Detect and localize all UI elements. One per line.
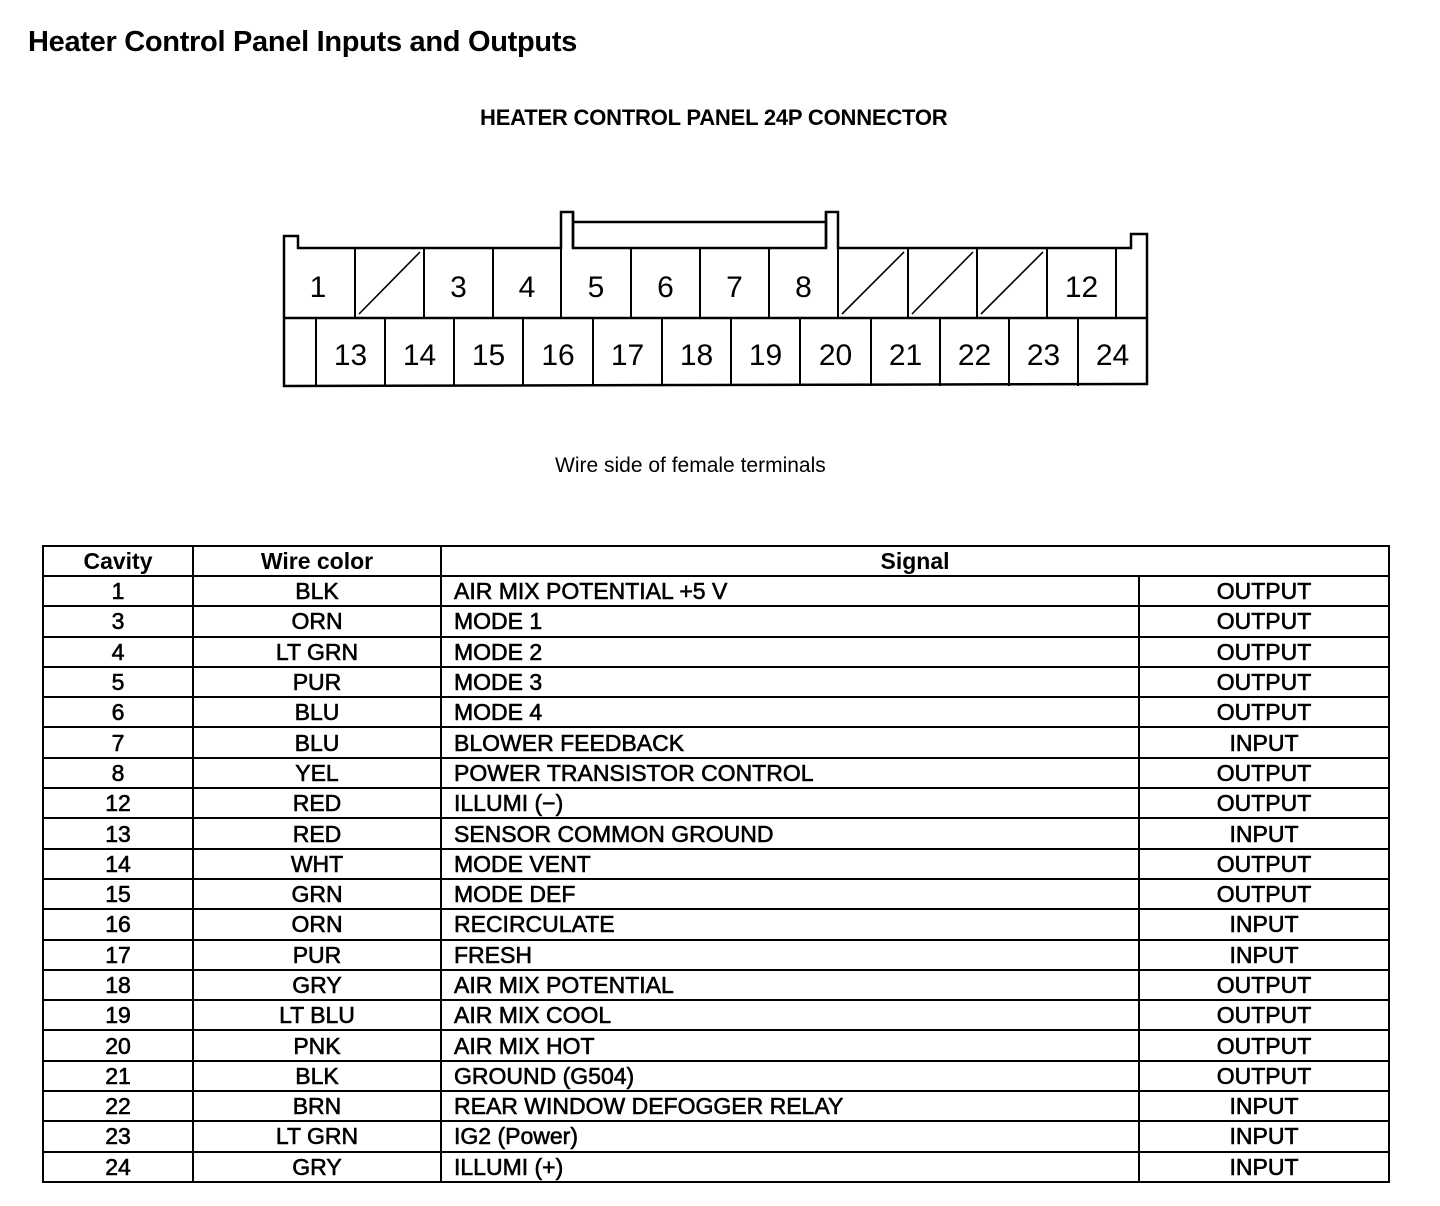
signal-cell: AIR MIX POTENTIAL — [441, 970, 1139, 1000]
cavity-cell: 5 — [43, 667, 193, 697]
table-row — [43, 879, 1389, 909]
signal-cell: BLOWER FEEDBACK — [441, 727, 1139, 757]
signal-cell: ILLUMI (+) — [441, 1152, 1139, 1182]
header-wire-color: Wire color — [193, 546, 441, 576]
wire-color-cell: BLU — [193, 727, 441, 757]
table-row — [43, 667, 1389, 697]
header-signal: Signal — [441, 546, 1389, 576]
signal-cell: GROUND (G504) — [441, 1061, 1139, 1091]
table-row — [43, 1061, 1389, 1091]
direction-cell: INPUT — [1139, 818, 1389, 848]
cavity-cell: 12 — [43, 788, 193, 818]
cavity-cell: 24 — [43, 1152, 193, 1182]
cavity-label: 8 — [795, 271, 812, 304]
cavity-cell: 23 — [43, 1121, 193, 1151]
cavity-label: 23 — [1026, 339, 1061, 372]
cavity-label: 4 — [518, 271, 536, 304]
cavity-cell: 8 — [43, 758, 193, 788]
table-row — [43, 1091, 1389, 1121]
signal-cell: ILLUMI (−) — [441, 788, 1139, 818]
cavity-cell: 18 — [43, 970, 193, 1000]
signal-cell: SENSOR COMMON GROUND — [441, 818, 1139, 848]
table-row — [43, 758, 1389, 788]
signal-cell: AIR MIX POTENTIAL +5 V — [441, 576, 1139, 606]
cavity-label: 12 — [1064, 271, 1099, 304]
signal-cell: AIR MIX COOL — [441, 1000, 1139, 1030]
wire-color-cell: ORN — [193, 606, 441, 636]
table-row — [43, 576, 1389, 606]
wire-color-cell: GRY — [193, 1152, 441, 1182]
signal-cell: REAR WINDOW DEFOGGER RELAY — [441, 1091, 1139, 1121]
wire-color-cell: PUR — [193, 667, 441, 697]
wire-color-cell: LT BLU — [193, 1000, 441, 1030]
table-row — [43, 1030, 1389, 1060]
wire-color-cell: BLK — [193, 1061, 441, 1091]
cavity-label: 13 — [333, 339, 368, 372]
cavity-label: 7 — [726, 271, 743, 304]
signal-cell: IG2 (Power) — [441, 1121, 1139, 1151]
direction-cell: INPUT — [1139, 940, 1389, 970]
table-row — [43, 637, 1389, 667]
signal-cell: MODE 4 — [441, 697, 1139, 727]
wire-color-cell: ORN — [193, 909, 441, 939]
signal-cell: MODE 3 — [441, 667, 1139, 697]
cavity-label: 22 — [957, 339, 992, 372]
page-title: Heater Control Panel Inputs and Outputs — [28, 26, 578, 58]
cavity-cell: 16 — [43, 909, 193, 939]
table-row — [43, 1000, 1389, 1030]
blank-cavity-mark — [981, 252, 1043, 314]
cavity-label: 16 — [541, 339, 575, 372]
cavity-cell: 6 — [43, 697, 193, 727]
direction-cell: INPUT — [1139, 1121, 1389, 1151]
wire-color-cell: WHT — [193, 849, 441, 879]
table-row — [43, 606, 1389, 636]
cavity-label: 20 — [818, 339, 853, 372]
wire-color-cell: RED — [193, 788, 441, 818]
cavity-label: 14 — [402, 339, 437, 372]
direction-cell: INPUT — [1139, 727, 1389, 757]
direction-cell: OUTPUT — [1139, 606, 1389, 636]
cavity-label: 21 — [888, 339, 923, 372]
signal-cell: POWER TRANSISTOR CONTROL — [441, 758, 1139, 788]
wire-color-cell: YEL — [193, 758, 441, 788]
wire-color-cell: GRY — [193, 970, 441, 1000]
wire-color-cell: BRN — [193, 1091, 441, 1121]
pin-assignment-table — [42, 545, 1390, 1183]
blank-cavity-mark — [912, 252, 973, 314]
signal-cell: MODE 1 — [441, 606, 1139, 636]
cavity-label: 24 — [1095, 339, 1130, 372]
table-row — [43, 909, 1389, 939]
wire-color-cell: LT GRN — [193, 1121, 441, 1151]
signal-cell: MODE 2 — [441, 637, 1139, 667]
cavity-cell: 7 — [43, 727, 193, 757]
cavity-label: 5 — [587, 271, 605, 304]
signal-cell: RECIRCULATE — [441, 909, 1139, 939]
direction-cell: OUTPUT — [1139, 1030, 1389, 1060]
wire-color-cell: RED — [193, 818, 441, 848]
table-row — [43, 849, 1389, 879]
direction-cell: OUTPUT — [1139, 637, 1389, 667]
header-cavity: Cavity — [43, 546, 193, 576]
cavity-cell: 22 — [43, 1091, 193, 1121]
direction-cell: OUTPUT — [1139, 667, 1389, 697]
cavity-cell: 19 — [43, 1000, 193, 1030]
direction-cell: OUTPUT — [1139, 788, 1389, 818]
direction-cell: OUTPUT — [1139, 1061, 1389, 1091]
direction-cell: OUTPUT — [1139, 849, 1389, 879]
blank-cavity-mark — [842, 252, 904, 314]
cavity-cell: 15 — [43, 879, 193, 909]
cavity-cell: 1 — [43, 576, 193, 606]
table-row — [43, 727, 1389, 757]
signal-cell: MODE VENT — [441, 849, 1139, 879]
cavity-label: 18 — [679, 339, 714, 372]
direction-cell: INPUT — [1139, 1152, 1389, 1182]
cavity-cell: 4 — [43, 637, 193, 667]
table-row — [43, 697, 1389, 727]
cavity-label: 6 — [657, 271, 674, 304]
cavity-label: 1 — [309, 271, 327, 304]
cavity-cell: 13 — [43, 818, 193, 848]
wire-color-cell: PUR — [193, 940, 441, 970]
direction-cell: OUTPUT — [1139, 758, 1389, 788]
wire-color-cell: BLK — [193, 576, 441, 606]
cavity-label: 3 — [450, 271, 467, 304]
direction-cell: OUTPUT — [1139, 576, 1389, 606]
cavity-cell: 21 — [43, 1061, 193, 1091]
direction-cell: INPUT — [1139, 909, 1389, 939]
direction-cell: OUTPUT — [1139, 879, 1389, 909]
cavity-cell: 14 — [43, 849, 193, 879]
cavity-label: 15 — [471, 339, 506, 372]
direction-cell: OUTPUT — [1139, 970, 1389, 1000]
connector-diagram — [0, 0, 1440, 440]
table-row — [43, 788, 1389, 818]
wire-color-cell: BLU — [193, 697, 441, 727]
wire-color-cell: GRN — [193, 879, 441, 909]
signal-cell: AIR MIX HOT — [441, 1030, 1139, 1060]
cavity-cell: 17 — [43, 940, 193, 970]
connector-title: HEATER CONTROL PANEL 24P CONNECTOR — [480, 105, 948, 130]
wire-color-cell: PNK — [193, 1030, 441, 1060]
table-header-row — [43, 546, 1389, 576]
blank-cavity-mark — [359, 252, 420, 314]
table-row — [43, 940, 1389, 970]
connector-caption: Wire side of female terminals — [555, 454, 826, 477]
signal-cell: MODE DEF — [441, 879, 1139, 909]
cavity-label: 17 — [610, 339, 645, 372]
table-row — [43, 818, 1389, 848]
direction-cell: OUTPUT — [1139, 697, 1389, 727]
table-row — [43, 1121, 1389, 1151]
table-row — [43, 1152, 1389, 1182]
direction-cell: INPUT — [1139, 1091, 1389, 1121]
table-row — [43, 970, 1389, 1000]
direction-cell: OUTPUT — [1139, 1000, 1389, 1030]
signal-cell: FRESH — [441, 940, 1139, 970]
cavity-cell: 3 — [43, 606, 193, 636]
cavity-cell: 20 — [43, 1030, 193, 1060]
wire-color-cell: LT GRN — [193, 637, 441, 667]
cavity-label: 19 — [748, 339, 783, 372]
